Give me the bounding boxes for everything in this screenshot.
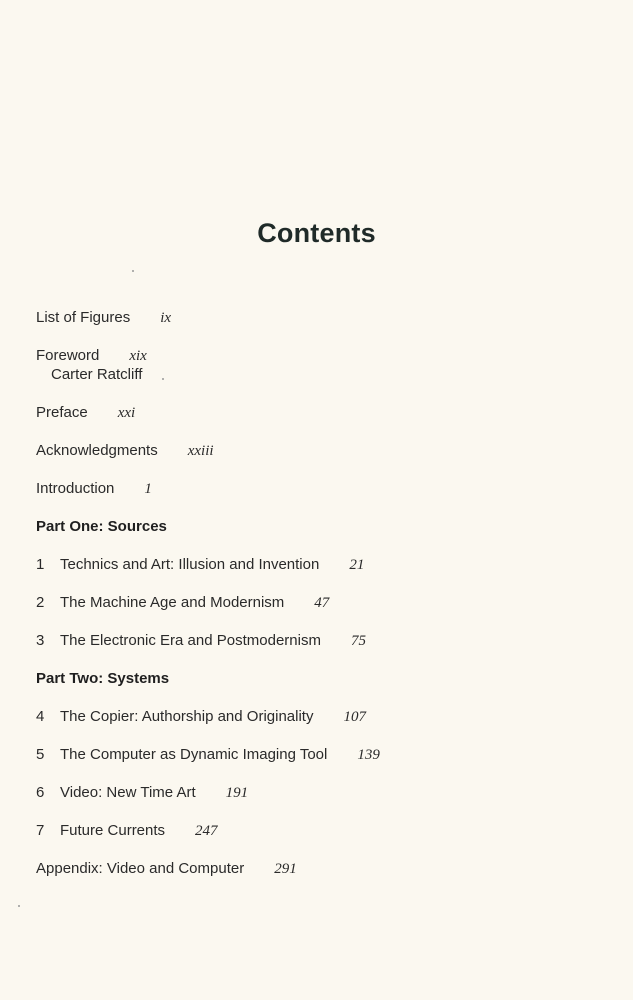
chapter-page-number: 75	[350, 633, 366, 649]
toc-entry-appendix	[36, 860, 297, 878]
paper-speck	[18, 905, 20, 907]
entry-label: Foreword	[36, 347, 100, 364]
chapter-page-number: 139	[357, 747, 380, 763]
toc-entry-acknowledgments	[36, 442, 214, 460]
entry-page-number: xix	[129, 348, 147, 364]
chapter-title: The Machine Age and Modernism	[60, 594, 285, 611]
chapter-number: 7	[36, 822, 45, 839]
chapter-title: Future Currents	[60, 822, 166, 839]
toc-entry-list-of-figures	[36, 309, 171, 327]
toc-chapter-4	[36, 708, 366, 726]
toc-chapter-1	[36, 556, 364, 574]
entry-label: List of Figures	[36, 309, 131, 326]
entry-label: Introduction	[36, 480, 115, 497]
entry-label: Acknowledgments	[36, 442, 158, 459]
chapter-number: 5	[36, 746, 45, 763]
foreword-author: Carter Ratcliff	[51, 366, 143, 383]
chapter-page-number: 247	[195, 823, 218, 839]
entry-label: Preface	[36, 404, 88, 421]
chapter-title: The Electronic Era and Postmodernism	[60, 632, 321, 649]
toc-chapter-7	[36, 822, 218, 840]
part-heading-systems: Part Two: Systems	[36, 670, 170, 687]
entry-label: Appendix: Video and Computer	[36, 860, 245, 877]
page-title: Contents	[257, 218, 376, 248]
chapter-number: 1	[36, 556, 45, 573]
toc-entry-introduction	[36, 480, 152, 498]
toc-chapter-5	[36, 746, 380, 764]
chapter-title: Technics and Art: Illusion and Invention	[60, 556, 320, 573]
chapter-title: Video: New Time Art	[60, 784, 196, 801]
toc-chapter-2	[36, 594, 329, 612]
toc-entry-foreword	[36, 347, 147, 365]
chapter-title: The Computer as Dynamic Imaging Tool	[60, 746, 328, 763]
chapter-page-number: 191	[225, 785, 249, 801]
chapter-page-number: 21	[349, 557, 365, 573]
part-heading-sources: Part One: Sources	[36, 518, 167, 535]
chapter-number: 4	[36, 708, 45, 725]
chapter-number: 3	[36, 632, 45, 649]
paper-speck	[132, 270, 134, 272]
toc-chapter-6	[36, 784, 248, 802]
entry-page-number: xxi	[117, 405, 136, 421]
chapter-number: 6	[36, 784, 45, 801]
chapter-page-number: 47	[314, 595, 330, 611]
entry-page-number: ix	[160, 310, 172, 326]
paper-speck	[162, 378, 164, 380]
chapter-title: The Copier: Authorship and Originality	[60, 708, 314, 725]
toc-chapter-3	[36, 632, 366, 650]
chapter-number: 2	[36, 594, 45, 611]
toc-entry-preface	[36, 404, 135, 422]
entry-page-number: xxiii	[187, 443, 214, 459]
entry-page-number: 291	[274, 861, 297, 877]
chapter-page-number: 107	[343, 709, 366, 725]
entry-page-number: 1	[144, 481, 152, 497]
